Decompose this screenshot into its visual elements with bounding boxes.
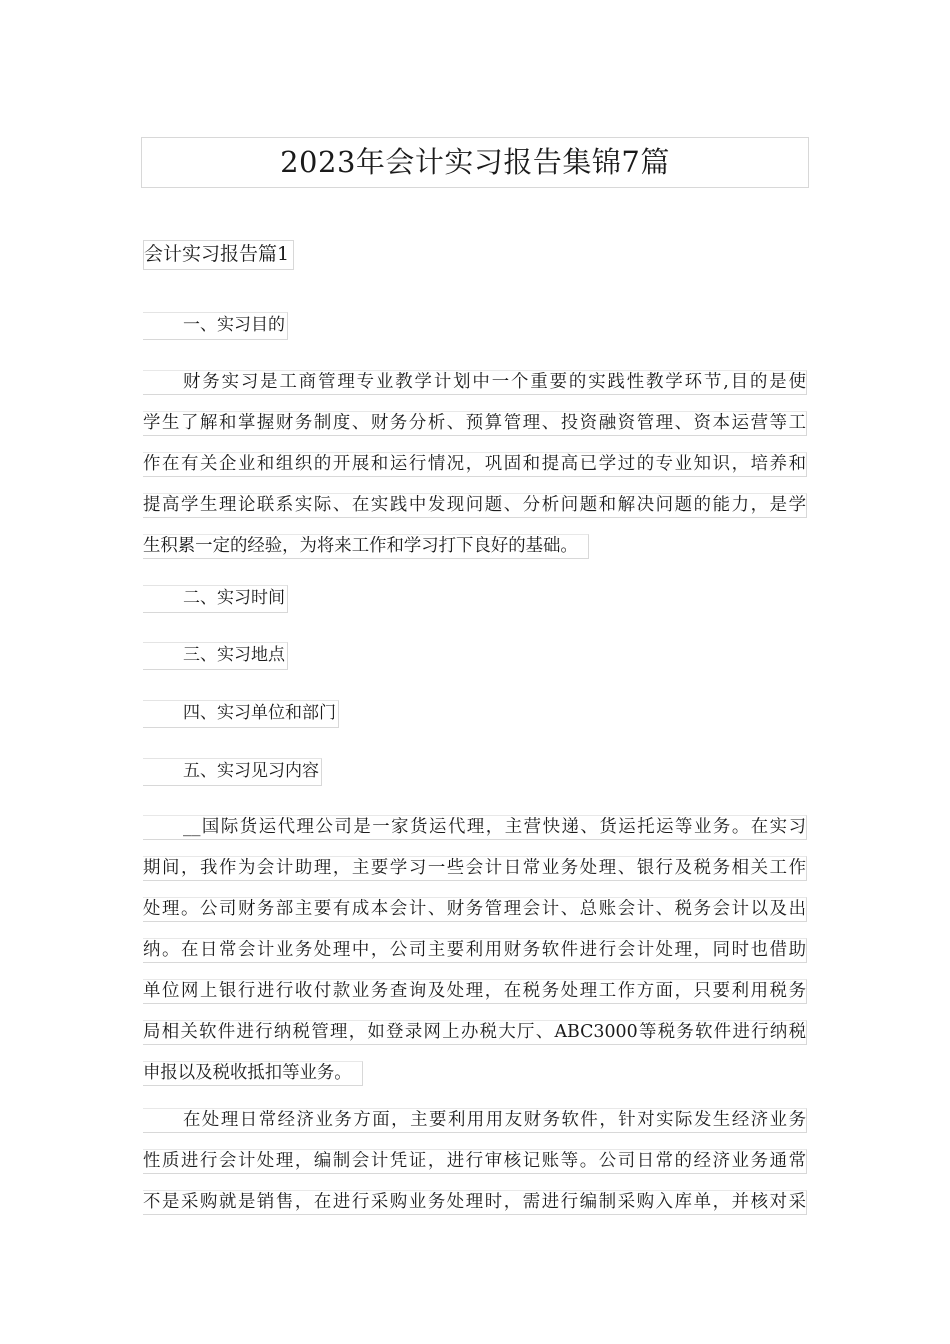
paragraph-purpose xyxy=(143,370,807,575)
paragraph-line: 学生了解和掌握财务制度、财务分析、预算管理、投资融资管理、资本运营等工 xyxy=(143,411,807,436)
section-heading-location: 三、实习地点 xyxy=(143,642,288,670)
document-subtitle: 会计实习报告篇1 xyxy=(143,240,294,270)
paragraph-line: 财务实习是工商管理专业教学计划中一个重要的实践性教学环节,目的是使 xyxy=(143,370,807,395)
paragraph-line: __国际货运代理公司是一家货运代理，主营快递、货运托运等业务。在实习 xyxy=(143,815,807,840)
paragraph-line: 处理。公司财务部主要有成本会计、财务管理会计、总账会计、税务会计以及出 xyxy=(143,897,807,922)
paragraph-line: 作在有关企业和组织的开展和运行情况，巩固和提高已学过的专业知识，培养和 xyxy=(143,452,807,477)
section-heading-purpose: 一、实习目的 xyxy=(143,312,288,340)
paragraph-line: 申报以及税收抵扣等业务。 xyxy=(143,1061,363,1086)
paragraph-line: 纳。在日常会计业务处理中，公司主要利用财务软件进行会计处理，同时也借助 xyxy=(143,938,807,963)
paragraph-daily-business xyxy=(143,1108,807,1231)
paragraph-line: 局相关软件进行纳税管理，如登录网上办税大厅、ABC3000等税务软件进行纳税 xyxy=(143,1020,807,1045)
document-title: 2023年会计实习报告集锦7篇 xyxy=(141,137,809,188)
section-heading-unit: 四、实习单位和部门 xyxy=(143,700,339,728)
section-heading-content: 五、实习见习内容 xyxy=(143,758,322,786)
paragraph-line: 在处理日常经济业务方面，主要利用用友财务软件，针对实际发生经济业务 xyxy=(143,1108,807,1133)
paragraph-content xyxy=(143,815,807,1102)
paragraph-line: 提高学生理论联系实际、在实践中发现问题、分析问题和解决问题的能力，是学 xyxy=(143,493,807,518)
paragraph-line: 不是采购就是销售，在进行采购业务处理时，需进行编制采购入库单，并核对采 xyxy=(143,1190,807,1215)
paragraph-line: 性质进行会计处理，编制会计凭证，进行审核记账等。公司日常的经济业务通常 xyxy=(143,1149,807,1174)
paragraph-line: 单位网上银行进行收付款业务查询及处理，在税务处理工作方面，只要利用税务 xyxy=(143,979,807,1004)
paragraph-line: 生积累一定的经验，为将来工作和学习打下良好的基础。 xyxy=(143,534,589,559)
paragraph-line: 期间，我作为会计助理，主要学习一些会计日常业务处理、银行及税务相关工作 xyxy=(143,856,807,881)
section-heading-time: 二、实习时间 xyxy=(143,585,288,613)
